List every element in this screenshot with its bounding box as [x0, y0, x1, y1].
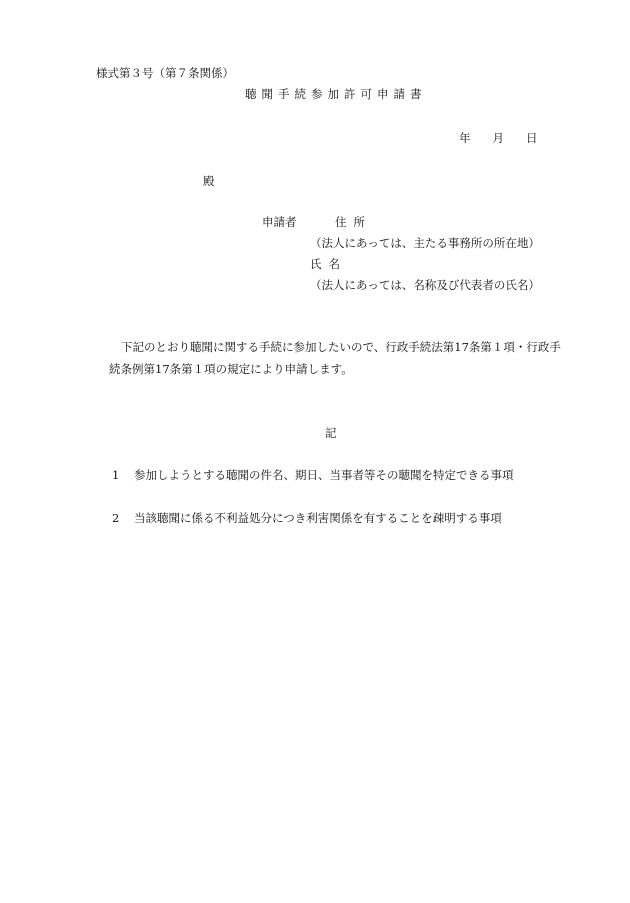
- item-number-1: 1: [112, 468, 120, 482]
- document-title: 聴聞手続参加許可申請書: [245, 87, 427, 101]
- ki-heading: 記: [325, 426, 337, 440]
- name-note: （法人にあっては、名称及び代表者の氏名）: [310, 278, 540, 292]
- date-line: [459, 133, 538, 145]
- body-text-line-1: 下記のとおり聴聞に関する手続に参加したいので、行政手続法第17条第１項・行政手: [121, 340, 561, 354]
- form-number: 様式第３号（第７条関係）: [96, 66, 234, 80]
- date-year: 年: [459, 131, 471, 145]
- name-label: 氏名: [310, 257, 347, 271]
- body-text-line-2: 続条例第17条第１項の規定により申請します。: [109, 362, 353, 376]
- item-number-2: 2: [112, 511, 120, 525]
- applicant-label: 申請者: [262, 215, 297, 229]
- addressee-honorific: 殿: [203, 174, 215, 188]
- address-label: 住所: [335, 215, 372, 229]
- address-note: （法人にあっては、主たる事務所の所在地）: [310, 236, 540, 250]
- item-text-1: 参加しようとする聴聞の件名、期日、当事者等その聴聞を特定できる事項: [134, 468, 514, 482]
- item-text-2: 当該聴聞に係る不利益処分につき利害関係を有することを疎明する事項: [134, 511, 502, 525]
- date-month: 月: [492, 131, 504, 145]
- date-day: 日: [526, 131, 538, 145]
